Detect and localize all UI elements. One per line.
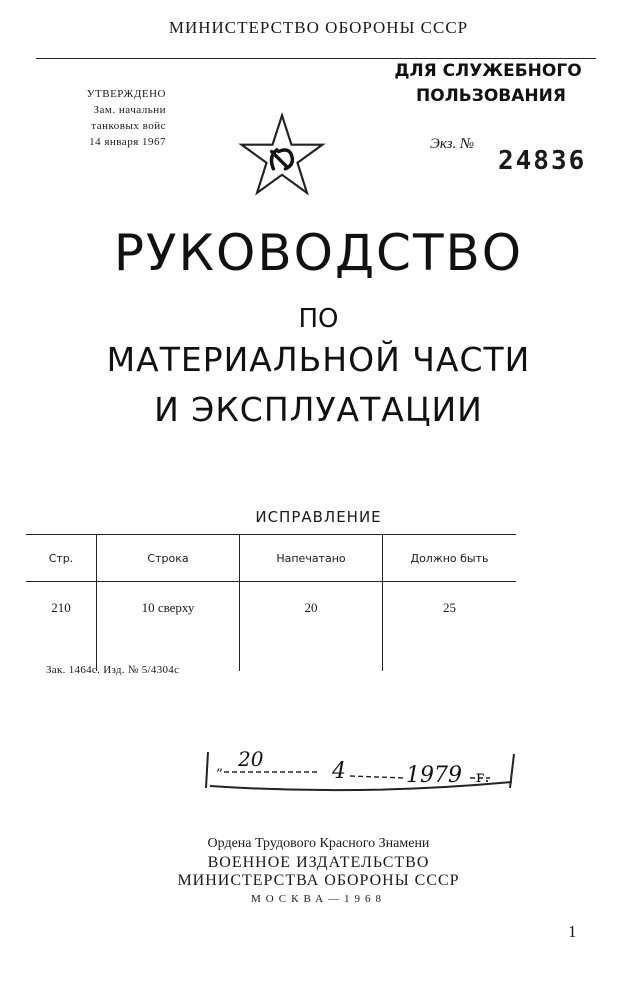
document-title-line1: РУКОВОДСТВО	[113, 224, 524, 282]
approval-line: танковых войс	[91, 120, 166, 132]
publisher-line2: ВОЕННОЕ ИЗДАТЕЛЬСТВО	[207, 854, 430, 871]
handwritten-year: 1979	[406, 763, 462, 788]
restriction-stamp-line2: ПОЛЬЗОВАНИЯ	[416, 86, 566, 106]
column-header: Строка	[97, 535, 240, 582]
approval-block	[36, 86, 166, 150]
handwritten-month: 4	[332, 759, 346, 784]
table-cell: 10 сверху	[97, 582, 240, 672]
approval-line: 14 января 1967	[89, 136, 166, 148]
table-cell: 25	[383, 582, 517, 672]
handwritten-suffix: г.	[476, 767, 490, 786]
handwritten-date	[200, 738, 530, 802]
column-header: Напечатано	[240, 535, 383, 582]
correction-table	[26, 534, 516, 671]
document-title-line4: И ЭКСПЛУАТАЦИИ	[154, 390, 483, 429]
column-header: Стр.	[26, 535, 97, 582]
table-row	[26, 582, 516, 672]
handwritten-day: 20	[238, 747, 264, 771]
publisher-line1: Ордена Трудового Красного Знамени	[207, 836, 430, 851]
document-title-line3: МАТЕРИАЛЬНОЙ ЧАСТИ	[106, 340, 531, 379]
ministry-header: МИНИСТЕРСТВО ОБОРОНЫ СССР	[168, 18, 469, 37]
svg-text:„: „	[216, 758, 224, 774]
approval-line: УТВЕРЖДЕНО	[86, 88, 166, 100]
restriction-stamp-line1: ДЛЯ СЛУЖЕБНОГО	[394, 61, 582, 81]
publisher-line3: МИНИСТЕРСТВА ОБОРОНЫ СССР	[177, 872, 460, 889]
column-header: Должно быть	[383, 535, 517, 582]
copy-number: 24836	[498, 146, 587, 176]
order-line: Зак. 1464с. Изд. № 5/4304с	[46, 664, 180, 676]
approval-line: Зам. начальни	[93, 104, 166, 116]
table-cell: 20	[240, 582, 383, 672]
table-cell: 210	[51, 600, 71, 615]
publisher-line4: МОСКВА—1968	[250, 893, 387, 905]
star-emblem-icon	[238, 112, 326, 198]
table-header-row	[26, 535, 516, 582]
page-number: 1	[568, 922, 577, 941]
correction-heading: ИСПРАВЛЕНИЕ	[255, 508, 382, 526]
document-title-line2: ПО	[298, 304, 339, 334]
copy-label: Экз. №	[430, 136, 475, 152]
